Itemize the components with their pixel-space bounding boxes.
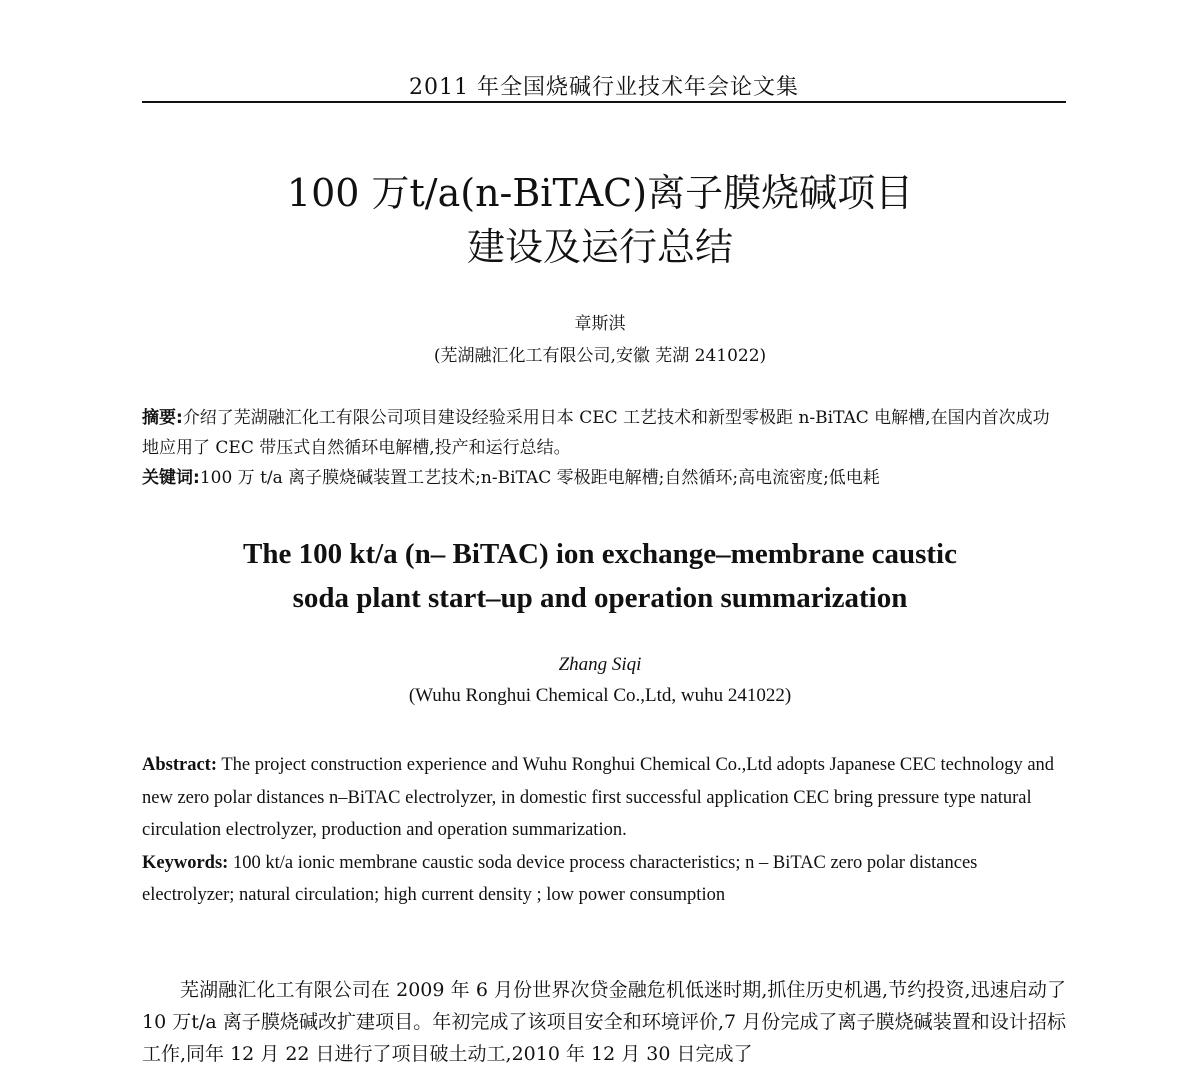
- english-abstract-label: Abstract:: [142, 755, 218, 775]
- english-keywords-label: Keywords:: [142, 852, 229, 873]
- chinese-abstract: [142, 403, 1066, 463]
- english-affiliation: (Wuhu Ronghui Chemical Co.,Ltd, wuhu 241022): [408, 685, 792, 706]
- english-author: Zhang Siqi: [558, 654, 642, 675]
- chinese-keywords: [142, 463, 1066, 493]
- english-abstract-text: The project construction experience and Wuhu Ronghui Chemical Co.,Ltd adopts Japanese CEC technology and new zero polar distances n–BiTAC electrolyzer, in domestic first successful application CEC bring pressure type natural circulation electrolyzer, production and operation summarization.: [142, 755, 1055, 840]
- english-title: [100, 532, 1100, 620]
- english-abstract-block: [142, 749, 1066, 912]
- chinese-author: 章斯淇: [574, 314, 626, 334]
- chinese-title-line2: 建设及运行总结: [466, 225, 733, 269]
- chinese-abstract-label: 摘要:: [142, 408, 183, 428]
- chinese-title-line1: 100 万t/a(n-BiTAC)离子膜烧碱项目: [286, 171, 914, 215]
- header-rule: [142, 101, 1066, 103]
- english-keywords-text: 100 kt/a ionic membrane caustic soda device process characteristics; n – BiTAC zero polar distances electrolyzer; natural circulation; high current density ; low power consumption: [142, 852, 978, 905]
- english-title-line1: The 100 kt/a (n– BiTAC) ion exchange–membrane caustic: [243, 538, 957, 570]
- english-title-line2: soda plant start–up and operation summarization: [292, 582, 908, 614]
- running-header: 2011 年全国烧碱行业技术年会论文集: [409, 75, 799, 100]
- chinese-title: [100, 166, 1100, 274]
- chinese-keywords-text: 100 万 t/a 离子膜烧碱装置工艺技术;n-BiTAC 零极距电解槽;自然循环;高电流密度;低电耗: [199, 468, 880, 488]
- body-paragraph: 芜湖融汇化工有限公司在 2009 年 6 月份世界次贷金融危机低迷时期,抓住历史机遇,节约投资,迅速启动了 10 万t/a 离子膜烧碱改扩建项目。年初完成了该项目安全和环境评价,7 月份完成了离子膜烧碱装置和设计招标工作,同年 12 月 22 日进行了项目破土动工,2010 年 12 月 30 日完成了: [142, 979, 1066, 1065]
- chinese-affiliation: (芜湖融汇化工有限公司,安徽 芜湖 241022): [433, 346, 767, 366]
- body-text: [142, 974, 1066, 1070]
- chinese-abstract-text: 介绍了芜湖融汇化工有限公司项目建设经验采用日本 CEC 工艺技术和新型零极距 n-BiTAC 电解槽,在国内首次成功地应用了 CEC 带压式自然循环电解槽,投产和运行总结。: [142, 408, 1050, 458]
- english-keywords: [142, 847, 1066, 912]
- chinese-abstract-block: [142, 403, 1066, 493]
- chinese-keywords-label: 关键词:: [142, 468, 200, 488]
- english-abstract: [142, 749, 1066, 847]
